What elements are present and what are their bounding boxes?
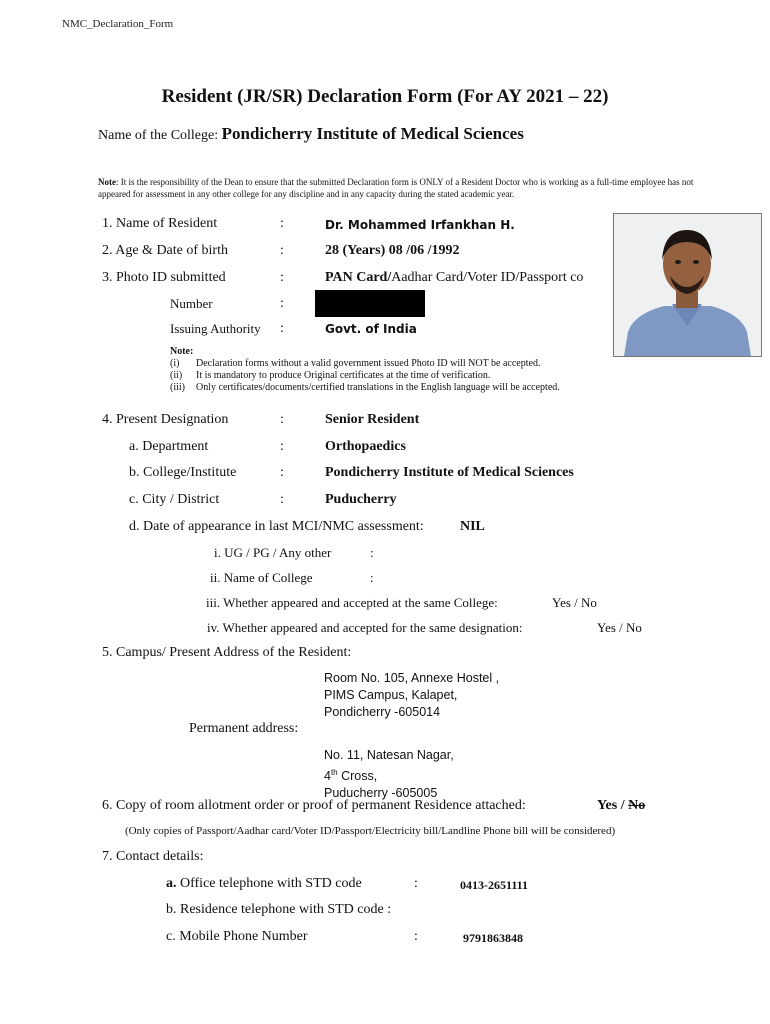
photo-id-value-bold: PAN Card/ xyxy=(325,270,392,285)
same-designation-value: Yes / No xyxy=(597,620,642,635)
colon: : xyxy=(414,876,418,891)
city-value: Puducherry xyxy=(325,492,397,507)
note-text: Only certificates/documents/certified translations in the English language will be accepted. xyxy=(196,382,560,393)
address-line: Pondicherry -605014 xyxy=(324,705,441,719)
colon: : xyxy=(370,545,374,560)
department-value: Orthopaedics xyxy=(325,439,406,454)
address-rest: Cross, xyxy=(337,769,378,784)
note-item xyxy=(170,358,560,370)
form-title: Resident (JR/SR) Declaration Form (For AY 2021 – 22) xyxy=(161,86,609,107)
resident-photo xyxy=(613,213,762,357)
name-of-college-label: ii. Name of College xyxy=(210,570,313,585)
proof-label: 6. Copy of room allotment order or proof of permanent Residence attached: xyxy=(102,798,526,813)
institute-label: b. College/Institute xyxy=(129,465,237,480)
name-label: 1. Name of Resident xyxy=(102,216,218,231)
note-text: It is mandatory to produce Original certificates at the time of verification. xyxy=(196,370,491,381)
document-filename: NMC_Declaration_Form xyxy=(62,18,174,30)
ug-pg-label: i. UG / PG / Any other xyxy=(214,545,332,560)
age-value: 28 (Years) 08 /06 /1992 xyxy=(325,243,460,258)
responsibility-note xyxy=(98,176,698,200)
colon: : xyxy=(280,270,284,285)
note-text: Declaration forms without a valid government issued Photo ID will NOT be accepted. xyxy=(196,358,541,369)
residence-phone-label: b. Residence telephone with STD code : xyxy=(166,902,392,917)
colon: : xyxy=(280,296,284,311)
colon: : xyxy=(280,492,284,507)
same-college-value: Yes / No xyxy=(552,595,597,610)
colon: : xyxy=(280,243,284,258)
contact-label: 7. Contact details: xyxy=(102,849,204,864)
permanent-address xyxy=(324,747,454,802)
colon: : xyxy=(280,216,284,231)
department-label: a. Department xyxy=(129,439,209,454)
address-sup: th xyxy=(330,768,338,777)
mci-assessment-value: NIL xyxy=(460,519,485,534)
colon: : xyxy=(414,929,418,944)
note-num: (ii) xyxy=(170,370,183,381)
designation-label: 4. Present Designation xyxy=(102,412,229,427)
colon: : xyxy=(280,412,284,427)
office-phone-letter: a. xyxy=(166,876,177,891)
proof-note: (Only copies of Passport/Aadhar card/Voter ID/Passport/Electricity bill/Landline Phone bill will be considered) xyxy=(125,825,616,837)
address-line: No. 11, Natesan Nagar, xyxy=(324,748,454,762)
colon: : xyxy=(280,439,284,454)
mobile-phone-label: c. Mobile Phone Number xyxy=(166,929,308,944)
colon: : xyxy=(280,321,284,336)
proof-no: No xyxy=(628,798,646,813)
note-item xyxy=(170,370,560,382)
designation-value: Senior Resident xyxy=(325,412,420,427)
name-value: Dr. Mohammed Irfankhan H. xyxy=(325,218,515,232)
institute-value: Pondicherry Institute of Medical Sciences xyxy=(325,465,574,480)
office-phone-value: 0413-2651111 xyxy=(460,878,529,892)
address-line: PIMS Campus, Kalapet, xyxy=(324,688,458,702)
note-item xyxy=(170,382,560,394)
same-designation-label: iv. Whether appeared and accepted for the same designation: xyxy=(207,620,523,635)
colon: : xyxy=(370,570,374,585)
photo-id-notes xyxy=(170,346,560,394)
proof-yes: Yes / xyxy=(597,798,629,813)
photo-id-value-rest: Aadhar Card/Voter ID/Passport co xyxy=(391,270,584,285)
office-phone-text: Office telephone with STD code xyxy=(180,876,362,891)
college-value: Pondicherry Institute of Medical Sciences xyxy=(221,124,524,143)
note-num: (i) xyxy=(170,358,180,369)
proof-value xyxy=(597,798,645,814)
mobile-phone-value: 9791863848 xyxy=(463,931,523,945)
address-label: 5. Campus/ Present Address of the Resident: xyxy=(102,645,352,660)
same-college-label: iii. Whether appeared and accepted at the same College: xyxy=(206,595,498,610)
mci-assessment-label: d. Date of appearance in last MCI/NMC assessment: xyxy=(129,519,424,534)
college-label: Name of the College: xyxy=(98,128,219,143)
office-phone-label xyxy=(166,876,362,892)
address-num: 4 xyxy=(324,769,331,784)
colon: : xyxy=(280,465,284,480)
issuing-authority-value: Govt. of India xyxy=(325,322,417,336)
note-label: Note xyxy=(98,177,116,187)
address-line: Room No. 105, Annexe Hostel , xyxy=(324,671,500,685)
number-label: Number xyxy=(170,296,213,311)
note-text: : It is the responsibility of the Dean to ensure that the submitted Declaration form is ONLY of a Resident Doctor who is working as a full-time employee has not appeared for assessment in any other college for any discipline and in any capacity during the stated academic year. xyxy=(98,177,694,199)
resident-photo-image xyxy=(614,214,761,356)
present-address xyxy=(324,670,499,721)
address-line: Puducherry -605005 xyxy=(324,786,438,801)
redacted-number-block xyxy=(315,290,425,317)
city-label: c. City / District xyxy=(129,492,220,507)
permanent-address-label: Permanent address: xyxy=(189,721,299,736)
issuing-authority-label: Issuing Authority xyxy=(170,321,261,336)
photo-id-label: 3. Photo ID submitted xyxy=(102,270,226,285)
age-label: 2. Age & Date of birth xyxy=(102,243,228,258)
address-line xyxy=(324,764,454,785)
notes-title: Note: xyxy=(170,346,194,357)
photo-id-value xyxy=(325,270,612,286)
college-row xyxy=(98,124,524,144)
note-num: (iii) xyxy=(170,382,185,393)
